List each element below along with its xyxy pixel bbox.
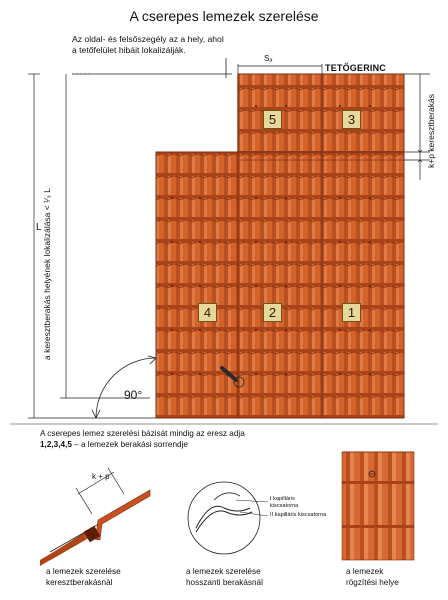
- sheet-number-2: 2: [263, 303, 282, 322]
- longitudinal-overlap-detail: [188, 482, 268, 554]
- caption-longitudinal-line-2: hosszanti berakásnál: [186, 578, 263, 587]
- caption-fixing-line-1: a lemezek: [346, 567, 384, 576]
- capillary-labels: [270, 496, 326, 519]
- kp-right-label: k+p keresztberakás: [426, 94, 436, 168]
- sheet-number-3: 3: [342, 110, 361, 129]
- installation-info-line-1: A cserepes lemez szerelési bázisát mindig az eresz adja: [40, 429, 245, 438]
- third-l-dimension: [60, 74, 150, 398]
- third-l-label: a keresztberakás helyének lokalizálása < ¹⁄₃ L: [42, 188, 52, 360]
- capillary-label-3: II kapilláris kiscsatorna: [270, 512, 327, 518]
- installation-info-line-2: [40, 439, 340, 450]
- caption-fixing: [346, 566, 399, 588]
- fixing-location-detail: [342, 452, 414, 560]
- ridge-label: TETŐGERINC: [325, 63, 387, 73]
- order-sequence: 1,2,3,4,5: [40, 440, 72, 449]
- angle-label: 90°: [124, 388, 143, 402]
- caption-longitudinal: [186, 566, 263, 588]
- angle-arc: [92, 356, 156, 418]
- order-description: – a lemezek berakási sorrendje: [71, 440, 188, 449]
- caption-longitudinal-line-1: a lemezek szerelése: [186, 567, 261, 576]
- caption-cross: [46, 566, 121, 588]
- cross-overlap-detail: [40, 468, 150, 566]
- edge-note-line-1: Az oldal- és felsőszegély az a hely, ahol: [72, 34, 224, 44]
- sa-label: Sₐ: [264, 54, 273, 63]
- caption-fixing-line-2: rögzítési helye: [346, 578, 399, 587]
- caption-cross-line-2: keresztberakásnál: [46, 578, 113, 587]
- sa-dimension: [238, 64, 322, 74]
- sheet-number-4: 4: [198, 303, 217, 322]
- capillary-label-1: I kapilláris: [270, 496, 295, 502]
- installation-info: [40, 428, 340, 450]
- sheet-number-5: 5: [263, 110, 282, 129]
- kp-detail-label: k + p: [92, 472, 110, 481]
- sheet-number-1: 1: [342, 303, 361, 322]
- edge-note-line-2: a tetőfelület hibáit lokalizálják.: [72, 45, 186, 55]
- caption-cross-line-1: a lemezek szerelése: [46, 567, 121, 576]
- page-title: A cserepes lemezek szerelése: [129, 8, 319, 24]
- l-label: L: [36, 222, 42, 233]
- capillary-label-2: kiscsatorna: [270, 503, 299, 509]
